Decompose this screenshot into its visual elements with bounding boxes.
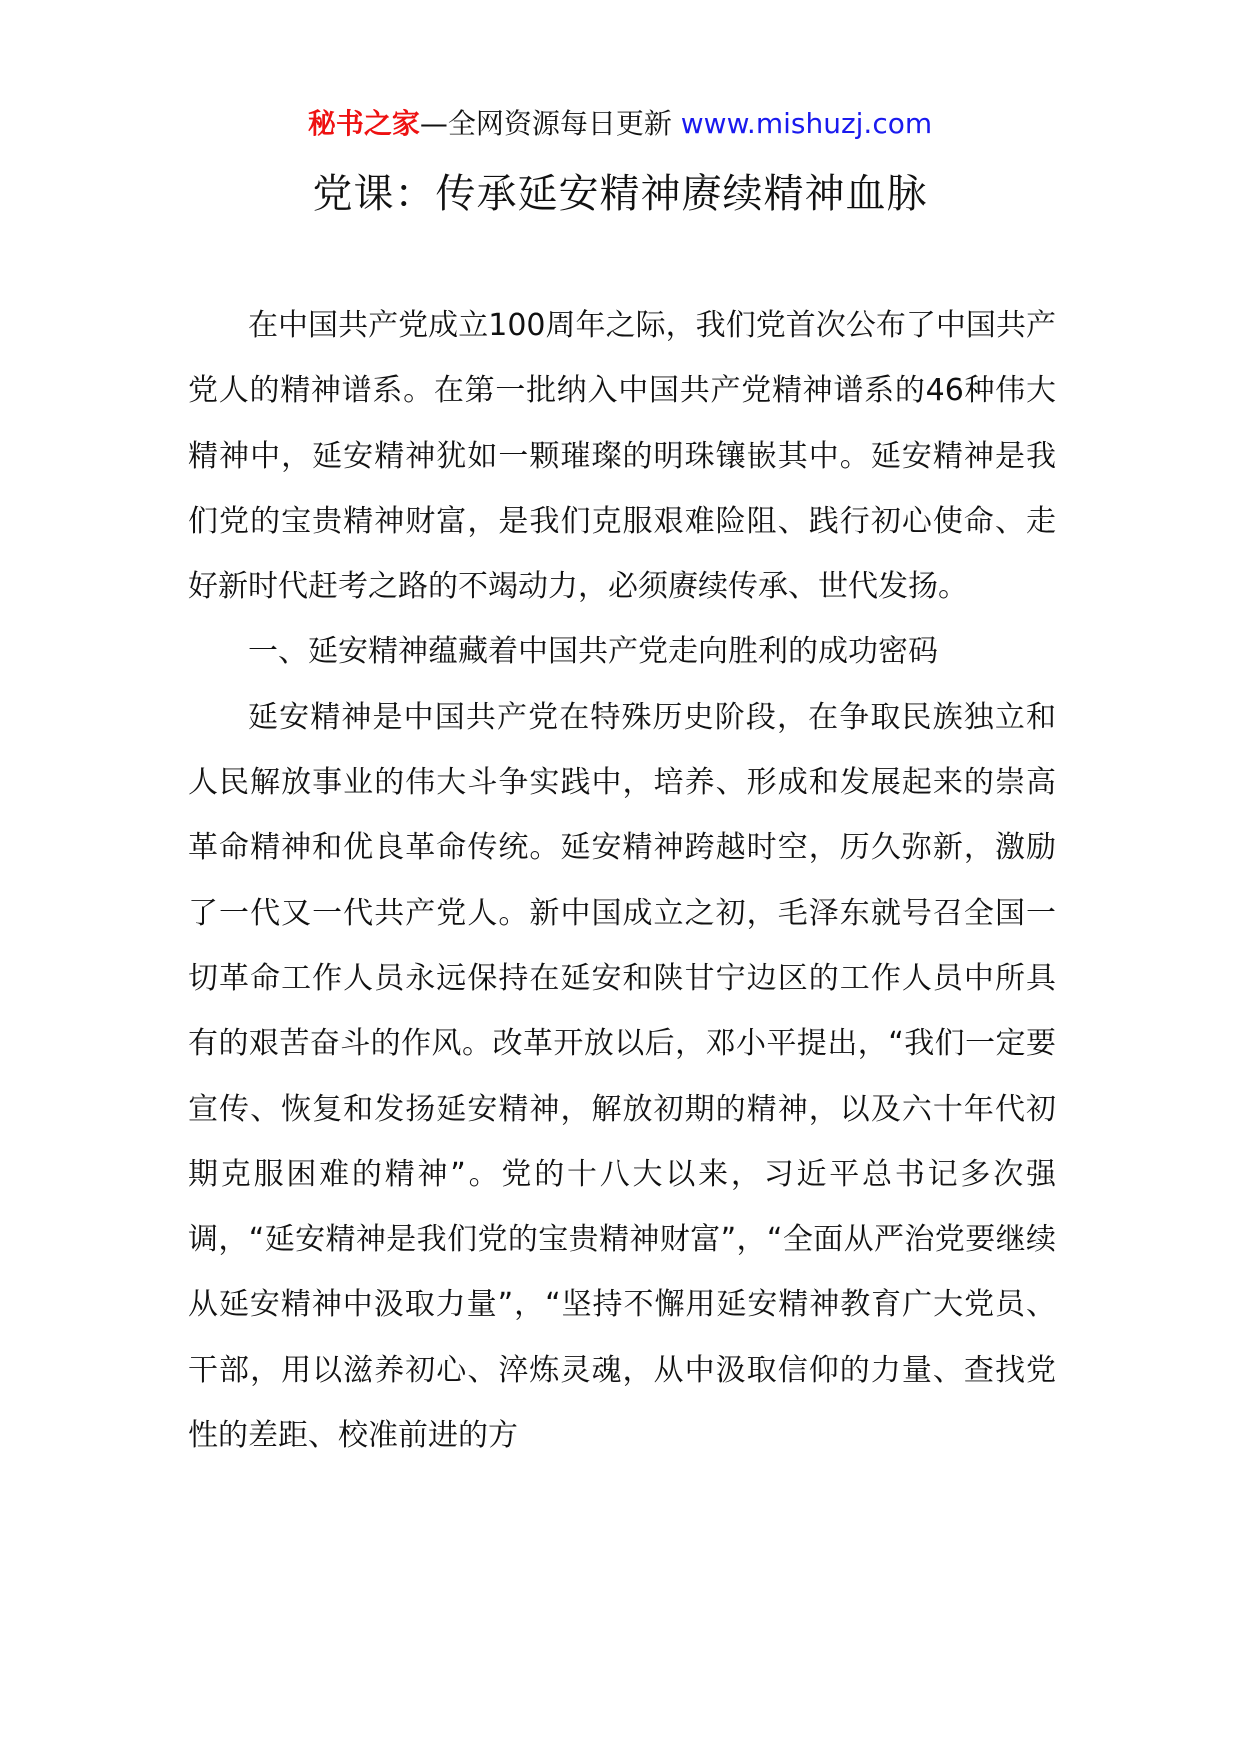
body-paragraph: 延安精神是中国共产党在特殊历史阶段，在争取民族独立和人民解放事业的伟大斗争实践中，培养、形成和发展起来的崇高革命精神和优良革命传统。延安精神跨越时空，历久弥新，激励了一代又一代共产党人。新中国成立之初，毛泽东就号召全国一切革命工作人员永远保持在延安和陕甘宁边区的工作人员中所具有的艰苦奋斗的作风。改革开放以后，邓小平提出，“我们一定要宣传、恢复和发扬延安精神，解放初期的精神，以及六十年代初期克服困难的精神”。党的十八大以来，习近平总书记多次强调，“延安精神是我们党的宝贵精神财富”，“全面从严治党要继续从延安精神中汲取力量”，“坚持不懈用延安精神教育广大党员、干部，用以滋养初心、淬炼灵魂，从中汲取信仰的力量、查找党性的差距、校准前进的方: [188, 699, 1056, 1454]
document-body: [188, 293, 1056, 1468]
intro-paragraph: 在中国共产党成立100周年之际，我们党首次公布了中国共产党人的精神谱系。在第一批纳入中国共产党精神谱系的46种伟大精神中，延安精神犹如一颗璀璨的明珠镶嵌其中。延安精神是我们党的宝贵精神财富，是我们克服艰难险阻、践行初心使命、走好新时代赶考之路的不竭动力，必须赓续传承、世代发扬。: [188, 308, 1056, 605]
site-tagline: —全网资源每日更新: [419, 107, 681, 140]
brand-name: 秘书之家: [307, 107, 420, 140]
site-url-link[interactable]: www.mishuzj.com: [680, 107, 933, 140]
document-title: 党课：传承延安精神赓续精神血脉: [312, 171, 928, 217]
site-header: [0, 104, 1240, 144]
section-heading: 一、延安精神蕴藏着中国共产党走向胜利的成功密码: [248, 634, 938, 670]
